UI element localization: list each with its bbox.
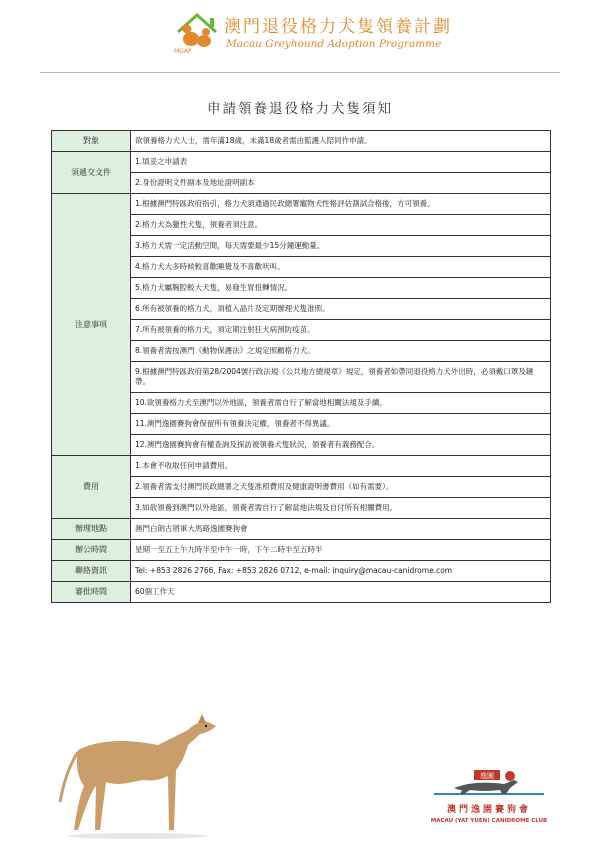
logo-mark-text: MGAP — [174, 48, 192, 54]
row-value: 10.欲領養格力犬至澳門以外地區，領養者需自行了解當地相關法規及手續。 — [131, 393, 551, 414]
page-title: 申請領養退役格力犬隻須知 — [207, 101, 393, 117]
row-value: 7.所有被領養的格力犬，須定期注射狂犬病預防疫苗。 — [131, 320, 551, 341]
adoption-logo-icon — [174, 12, 220, 54]
racing-dog-icon — [414, 768, 564, 800]
header-divider — [40, 72, 560, 73]
row-label-approval-time: 審批時間 — [52, 582, 131, 603]
logo-english-text: Macau Greyhound Adoption Programme — [226, 38, 442, 50]
club-chinese-name: 澳門逸園賽狗會 — [446, 805, 531, 815]
row-value: 5.格力犬屬胸腔較大犬隻，易發生胃扭轉情況。 — [131, 278, 551, 299]
row-value: 60個工作天 — [131, 582, 551, 603]
row-value: 澳門白朗古將軍大馬路逸園賽狗會 — [131, 519, 551, 540]
club-badge-text: 逸園 — [480, 772, 494, 780]
header — [0, 0, 600, 72]
greyhound-illustration — [48, 690, 228, 840]
club-english-name: MACAU (YAT YUEN) CANIDROME CLUB — [430, 818, 548, 824]
row-value: 1.根據澳門特區政府指引，格力犬須通過民政總署寵物犬性格評估測試合格後，方可領養。 — [131, 194, 551, 215]
row-label-contact: 聯絡資訊 — [52, 561, 131, 582]
table-row — [52, 131, 551, 152]
table-row — [52, 519, 551, 540]
table-row — [52, 561, 551, 582]
row-value: 4.格力犬大多時候較喜歡睡覺及不喜歡吠叫。 — [131, 257, 551, 278]
row-value: 2.格力犬為獵性犬隻，領養者須注意。 — [131, 215, 551, 236]
table-row — [52, 152, 551, 173]
row-value: 1.填妥之申請表 — [131, 152, 551, 173]
row-value: 12.澳門逸園賽狗會有權查詢及探訪被領養犬隻狀況，領養者有義務配合。 — [131, 435, 551, 456]
row-value: 星期一至五上午九時半至中午一時，下午二時半至五時半 — [131, 540, 551, 561]
row-label-eligibility: 對象 — [52, 131, 131, 152]
row-label-office-hours: 辦公時間 — [52, 540, 131, 561]
table-row — [52, 194, 551, 215]
row-value: 3.格力犬需一定活動空間，每天需要最少15分鐘運動量。 — [131, 236, 551, 257]
table-row — [52, 540, 551, 561]
row-value: 11.澳門逸園賽狗會保留所有領養決定權，領養者不得異議。 — [131, 414, 551, 435]
row-value: 9.根據澳門特區政府第28/2004號行政法規《公共地方總規章》規定，領養者如帶同退役格力犬外出時，必須戴口罩及鏈帶。 — [131, 362, 551, 393]
logo-chinese-text: 澳門退役格力犬隻領養計劃 — [224, 17, 452, 37]
row-label-location: 辦理地點 — [52, 519, 131, 540]
row-value: 6.所有被領養的格力犬，須植入晶片及定期辦理犬隻准照。 — [131, 299, 551, 320]
canidrome-club-logo — [414, 768, 564, 838]
table-row — [52, 456, 551, 477]
table-row — [52, 582, 551, 603]
notice-table — [51, 130, 551, 603]
row-label-fees: 費用 — [52, 456, 131, 519]
row-value: Tel: +853 2826 2766, Fax: +853 2826 0712, e-mail: inquiry@macau-canidrome.com — [131, 561, 551, 582]
row-value: 3.如欲領養到澳門以外地區，領養者需自行了解當地法規及自付所有相關費用。 — [131, 498, 551, 519]
row-value: 8.領養者需按澳門《動物保護法》之規定照顧格力犬。 — [131, 341, 551, 362]
row-value: 2.領養者需支付澳門民政總署之犬隻准照費用及健康證明書費用（如有需要）。 — [131, 477, 551, 498]
row-label-documents: 須遞交文件 — [52, 152, 131, 194]
row-value: 欲領養格力犬人士，需年滿18歲，未滿18歲者需由監護人陪同作申請。 — [131, 131, 551, 152]
row-value: 1.本會不收取任何申請費用。 — [131, 456, 551, 477]
row-value: 2.身份證明文件副本及地址證明副本 — [131, 173, 551, 194]
row-label-notes: 注意事項 — [52, 194, 131, 456]
